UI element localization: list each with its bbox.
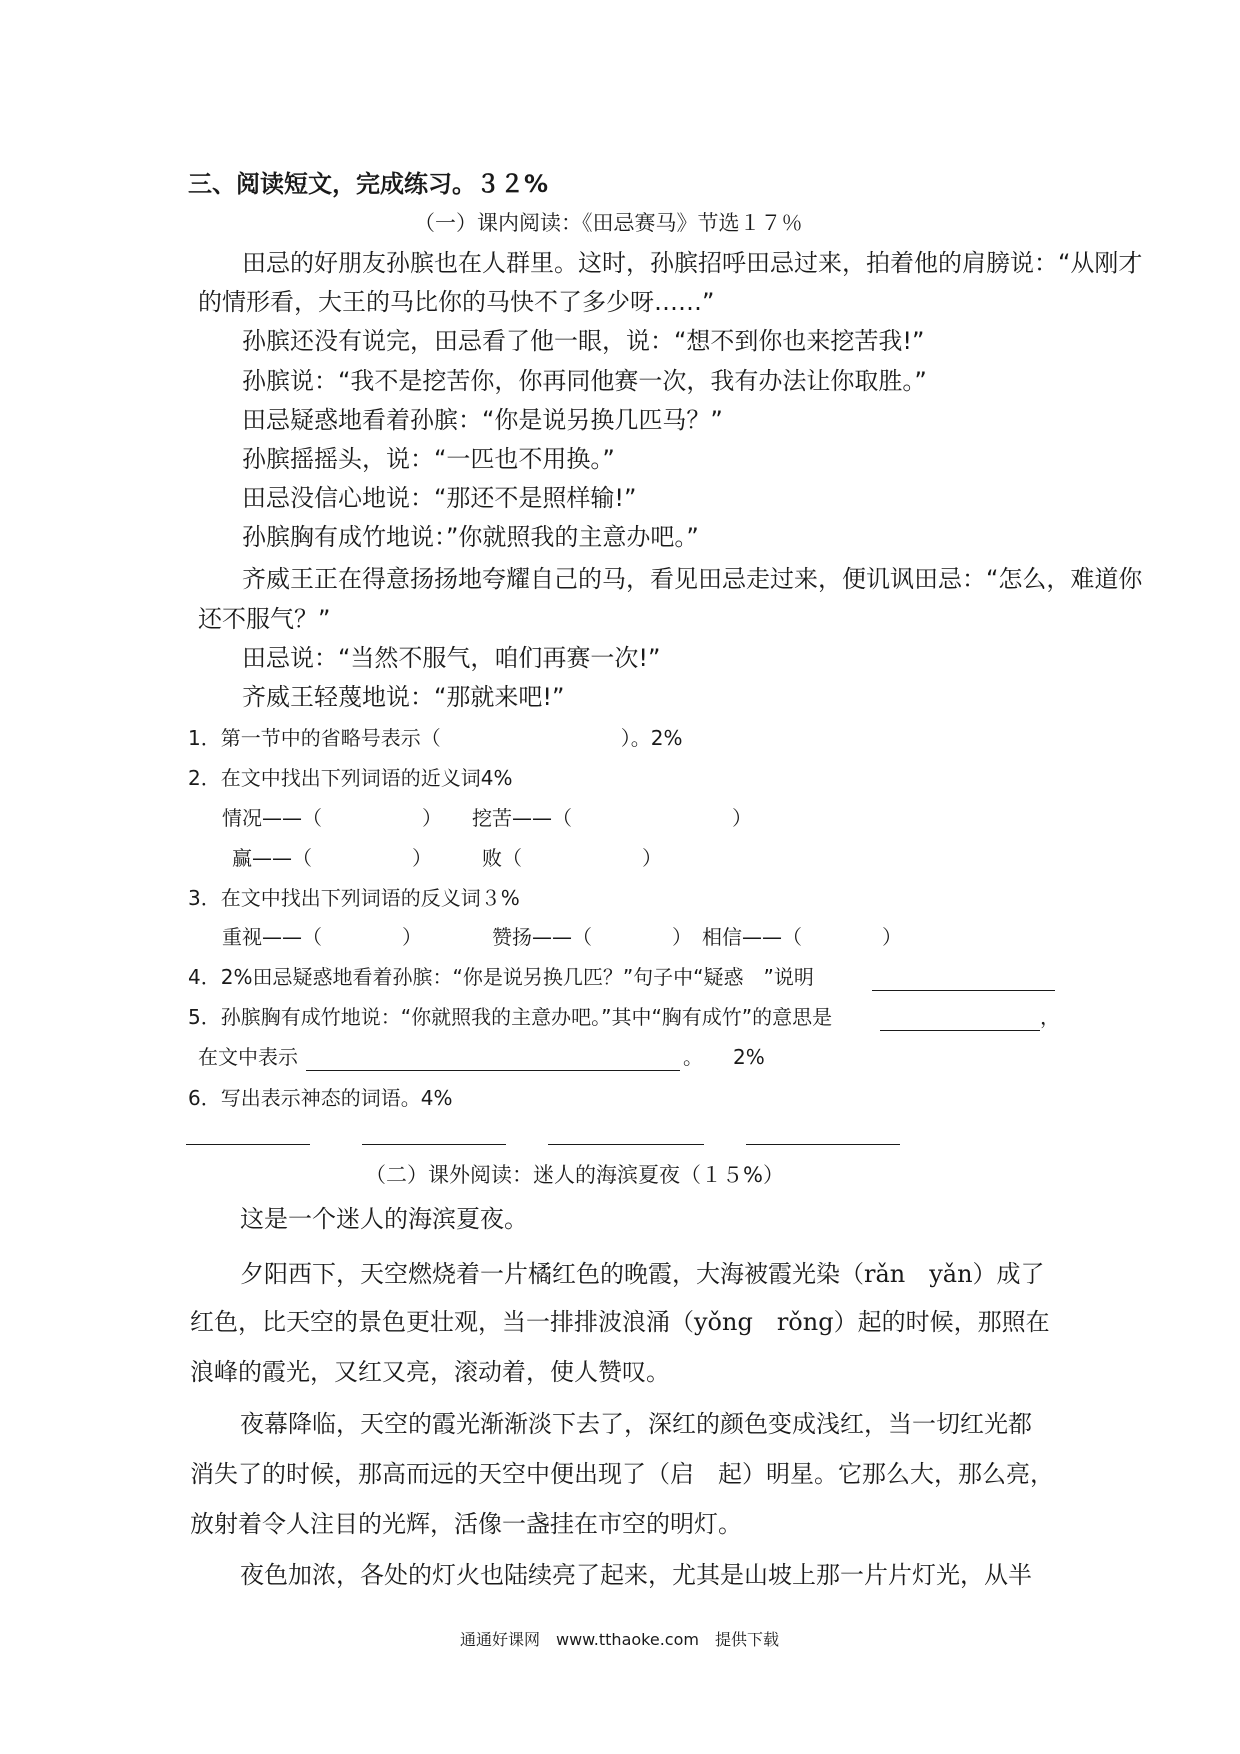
story-line: 夜幕降临，天空的霞光渐渐淡下去了，深红的颜色变成浅红，当一切红光都 <box>240 1410 1032 1438</box>
question-5-line2-suffix: 。 2% <box>683 1045 765 1069</box>
passage-line: 田忌没信心地说：“那还不是照样输!” <box>242 484 637 512</box>
passage-line: 还不服气？” <box>198 605 331 633</box>
question-5-comma: ， <box>1040 1005 1060 1029</box>
passage-line: 孙膑说：“我不是挖苦你，你再同他赛一次，我有办法让你取胜。” <box>242 367 927 395</box>
question-3: 3．在文中找出下列词语的反义词３% <box>188 886 520 910</box>
answer-blank-q5-represents[interactable] <box>306 1070 680 1071</box>
question-4: 4．2%田忌疑惑地看着孙膑：“你是说另换几匹？”句子中“疑惑 ”说明 <box>188 965 814 989</box>
passage-line: 的情形看，大王的马比你的马快不了多少呀……” <box>198 288 715 316</box>
story-line: 红色，比天空的景色更壮观，当一排排波浪涌（yǒng rǒng）起的时候，那照在 <box>190 1308 1050 1336</box>
passage-line: 齐威王正在得意扬扬地夸耀自己的马，看见田忌走过来，便讥讽田忌：“怎么，难道你 <box>242 565 1143 593</box>
question-5: 5．孙膑胸有成竹地说：“你就照我的主意办吧。”其中“胸有成竹”的意思是 <box>188 1005 833 1029</box>
story-line: 浪峰的霞光，又红又亮，滚动着，使人赞叹。 <box>190 1358 670 1386</box>
question-5-line2-prefix: 在文中表示 <box>198 1045 298 1069</box>
part1-title: （一）课内阅读：《田忌赛马》节选１７％ <box>414 211 803 235</box>
question-1: 1．第一节中的省略号表示（ ）。2% <box>188 726 683 750</box>
passage-line: 田忌疑惑地看着孙膑：“你是说另换几匹马？” <box>242 406 723 434</box>
question-3-row: 重视——（ ） 赞扬——（ ） 相信——（ ） <box>222 925 902 949</box>
passage-line: 齐威王轻蔑地说：“那就来吧!” <box>242 683 565 711</box>
answer-blank-q6-4[interactable] <box>746 1144 900 1145</box>
passage-line: 孙膑摇摇头，说：“一匹也不用换。” <box>242 445 615 473</box>
question-2-row-b: 赢——（ ） 败（ ） <box>232 846 662 870</box>
story-line: 放射着令人注目的光辉，活像一盏挂在市空的明灯。 <box>190 1510 742 1538</box>
question-2-row-a: 情况——（ ） 挖苦——（ ） <box>222 806 752 830</box>
story-line: 消失了的时候，那高而远的天空中便出现了（启 起）明星。它那么大，那么亮， <box>190 1460 1054 1488</box>
answer-blank-q5-meaning[interactable] <box>880 1030 1040 1031</box>
page-footer: 通通好课网 www.tthaoke.com 提供下载 <box>460 1630 779 1649</box>
question-2: 2．在文中找出下列词语的近义词4% <box>188 766 513 790</box>
answer-blank-q4[interactable] <box>872 990 1055 991</box>
passage-line: 田忌说：“当然不服气，咱们再赛一次!” <box>242 644 661 672</box>
answer-blank-q6-3[interactable] <box>548 1144 704 1145</box>
answer-blank-q6-2[interactable] <box>362 1144 506 1145</box>
question-6: 6．写出表示神态的词语。4% <box>188 1086 453 1110</box>
passage-line: 孙膑胸有成竹地说：”你就照我的主意办吧。” <box>242 523 699 551</box>
story-line: 夜色加浓，各处的灯火也陆续亮了起来，尤其是山坡上那一片片灯光，从半 <box>240 1561 1032 1589</box>
passage-line: 孙膑还没有说完，田忌看了他一眼，说：“想不到你也来挖苦我!” <box>242 327 925 355</box>
answer-blank-q6-1[interactable] <box>186 1144 310 1145</box>
section-title: 三、阅读短文，完成练习。３２% <box>188 170 549 198</box>
story-line: 夕阳西下，天空燃烧着一片橘红色的晚霞，大海被霞光染（rǎn yǎn）成了 <box>240 1260 1045 1288</box>
story-line: 这是一个迷人的海滨夏夜。 <box>240 1205 528 1233</box>
part2-title: （二）课外阅读：迷人的海滨夏夜（１５%） <box>365 1163 784 1187</box>
passage-line: 田忌的好朋友孙膑也在人群里。这时，孙膑招呼田忌过来，拍着他的肩膀说：“从刚才 <box>242 249 1143 277</box>
